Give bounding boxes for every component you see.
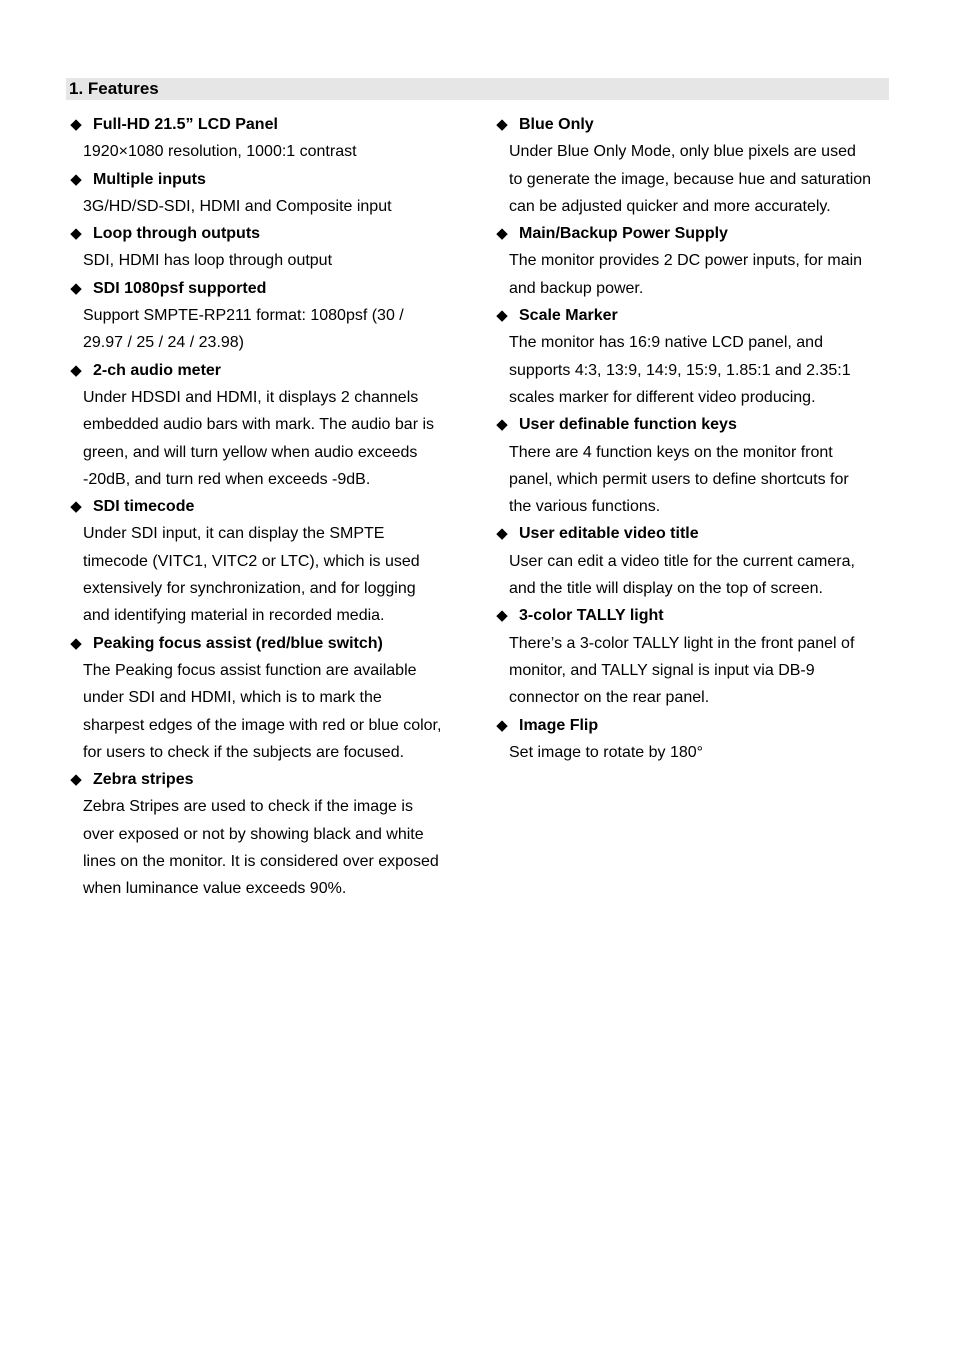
feature-description-line: for users to check if the subjects are focused. xyxy=(83,743,405,761)
feature-description xyxy=(509,439,889,521)
feature-item xyxy=(68,630,463,766)
feature-heading xyxy=(68,220,463,247)
feature-description-line: and identifying material in recorded media. xyxy=(83,607,385,625)
feature-description-line: and the title will display on the top of screen. xyxy=(509,580,823,598)
feature-description-line: -20dB, and turn red when exceeds -9dB. xyxy=(83,470,371,488)
feature-description-line: under SDI and HDMI, which is to mark the xyxy=(83,689,382,707)
diamond-icon: ◆ xyxy=(70,634,82,652)
feature-title: Zebra stripes xyxy=(93,771,194,789)
feature-heading xyxy=(494,111,889,138)
feature-description xyxy=(83,193,463,220)
feature-title: 3-color TALLY light xyxy=(519,607,664,625)
feature-description xyxy=(509,630,889,712)
feature-title: Blue Only xyxy=(519,116,594,133)
feature-description xyxy=(509,548,889,603)
feature-title: Scale Marker xyxy=(519,307,618,325)
diamond-icon: ◆ xyxy=(70,498,82,516)
diamond-icon: ◆ xyxy=(70,361,82,379)
feature-description-line: monitor, and TALLY signal is input via DB-9 xyxy=(509,661,815,679)
feature-description-line: Under Blue Only Mode, only blue pixels are used xyxy=(509,143,856,161)
feature-description-line: to generate the image, because hue and saturation xyxy=(509,170,872,188)
feature-description-line: Set image to rotate by 180° xyxy=(509,743,704,761)
feature-description xyxy=(83,657,463,766)
feature-heading xyxy=(494,602,889,629)
feature-heading xyxy=(494,712,889,739)
feature-title: Main/Backup Power Supply xyxy=(519,225,728,243)
feature-title: SDI timecode xyxy=(93,498,195,516)
feature-heading xyxy=(68,630,463,657)
feature-description xyxy=(83,520,463,629)
diamond-icon: ◆ xyxy=(70,279,82,297)
feature-description-line: extensively for synchronization, and for logging xyxy=(83,580,416,598)
feature-description-line: The Peaking focus assist function are available xyxy=(83,661,417,679)
feature-item xyxy=(68,766,463,902)
feature-description-line: sharpest edges of the image with red or blue color, xyxy=(83,716,442,734)
feature-title: User definable function keys xyxy=(519,416,737,434)
feature-item xyxy=(494,111,889,220)
feature-description-line: when luminance value exceeds 90%. xyxy=(83,880,347,898)
feature-heading xyxy=(68,357,463,384)
diamond-icon: ◆ xyxy=(496,307,508,325)
feature-heading xyxy=(68,166,463,193)
diamond-icon: ◆ xyxy=(496,525,508,543)
diamond-icon: ◆ xyxy=(70,225,82,243)
diamond-icon: ◆ xyxy=(70,771,82,789)
feature-heading xyxy=(494,302,889,329)
diamond-icon: ◆ xyxy=(496,116,508,133)
feature-description xyxy=(83,138,463,165)
feature-heading xyxy=(494,411,889,438)
diamond-icon: ◆ xyxy=(70,116,82,133)
feature-description xyxy=(509,739,889,766)
feature-item xyxy=(68,357,463,493)
feature-heading xyxy=(68,766,463,793)
feature-item xyxy=(494,220,889,302)
feature-description-line: embedded audio bars with mark. The audio bar is xyxy=(83,416,435,434)
feature-description-line: The monitor has 16:9 native LCD panel, and xyxy=(509,334,823,352)
feature-heading xyxy=(68,493,463,520)
diamond-icon: ◆ xyxy=(70,170,82,188)
feature-title: SDI 1080psf supported xyxy=(93,279,267,297)
diamond-icon: ◆ xyxy=(496,416,508,434)
feature-title: Full-HD 21.5” LCD Panel xyxy=(93,116,278,133)
diamond-icon: ◆ xyxy=(496,607,508,625)
feature-description-line: lines on the monitor. It is considered over exposed xyxy=(83,853,439,871)
features-left-column xyxy=(68,111,463,903)
section-title: 1. Features xyxy=(69,79,159,98)
feature-description-line: Under SDI input, it can display the SMPTE xyxy=(83,525,385,543)
feature-item xyxy=(68,111,463,166)
feature-description-line: and backup power. xyxy=(509,279,644,297)
feature-description-line: 3G/HD/SD-SDI, HDMI and Composite input xyxy=(83,197,392,215)
feature-item xyxy=(494,520,889,602)
feature-item xyxy=(494,602,889,711)
feature-description xyxy=(509,329,889,411)
feature-description-line: 1920×1080 resolution, 1000:1 contrast xyxy=(83,143,357,161)
feature-heading xyxy=(494,520,889,547)
feature-description xyxy=(83,247,463,274)
feature-description-line: User can edit a video title for the current camera, xyxy=(509,552,855,570)
diamond-icon: ◆ xyxy=(496,716,508,734)
feature-description-line: Support SMPTE-RP211 format: 1080psf (30 / xyxy=(83,307,404,325)
feature-item xyxy=(494,302,889,411)
feature-heading xyxy=(68,275,463,302)
feature-description-line: over exposed or not by showing black and white xyxy=(83,825,424,843)
feature-description-line: green, and will turn yellow when audio exceeds xyxy=(83,443,418,461)
feature-description xyxy=(509,247,889,302)
features-right-column xyxy=(494,111,889,766)
feature-title: Peaking focus assist (red/blue switch) xyxy=(93,634,383,652)
feature-item xyxy=(68,275,463,357)
feature-title: Multiple inputs xyxy=(93,170,206,188)
feature-description-line: The monitor provides 2 DC power inputs, for main xyxy=(509,252,863,270)
feature-description xyxy=(83,793,463,902)
feature-description-line: panel, which permit users to define shortcuts for xyxy=(509,470,849,488)
feature-title: Image Flip xyxy=(519,716,599,734)
feature-description-line: 29.97 / 25 / 24 / 23.98) xyxy=(83,334,245,352)
feature-item xyxy=(68,166,463,221)
feature-description-line: can be adjusted quicker and more accurately. xyxy=(509,197,831,215)
section-header xyxy=(66,78,889,100)
feature-description-line: There are 4 function keys on the monitor front xyxy=(509,443,833,461)
feature-item xyxy=(494,712,889,767)
feature-description-line: scales marker for different video producing. xyxy=(509,388,816,406)
feature-title: 2-ch audio meter xyxy=(93,361,222,379)
feature-description xyxy=(83,384,463,493)
feature-item xyxy=(68,220,463,275)
feature-item xyxy=(68,493,463,629)
feature-description-line: SDI, HDMI has loop through output xyxy=(83,252,333,270)
feature-description xyxy=(83,302,463,357)
feature-description-line: supports 4:3, 13:9, 14:9, 15:9, 1.85:1 and 2.35:1 xyxy=(509,361,851,379)
feature-description-line: Zebra Stripes are used to check if the image is xyxy=(83,798,413,816)
feature-description xyxy=(509,138,889,220)
feature-description-line: Under HDSDI and HDMI, it displays 2 channels xyxy=(83,388,419,406)
feature-heading xyxy=(494,220,889,247)
feature-description-line: connector on the rear panel. xyxy=(509,689,710,707)
diamond-icon: ◆ xyxy=(496,225,508,243)
feature-item xyxy=(494,411,889,520)
feature-title: Loop through outputs xyxy=(93,225,261,243)
feature-title: User editable video title xyxy=(519,525,699,543)
feature-description-line: There’s a 3-color TALLY light in the front panel of xyxy=(509,634,855,652)
feature-description-line: the various functions. xyxy=(509,498,661,516)
feature-heading xyxy=(68,111,463,138)
feature-description-line: timecode (VITC1, VITC2 or LTC), which is used xyxy=(83,552,420,570)
